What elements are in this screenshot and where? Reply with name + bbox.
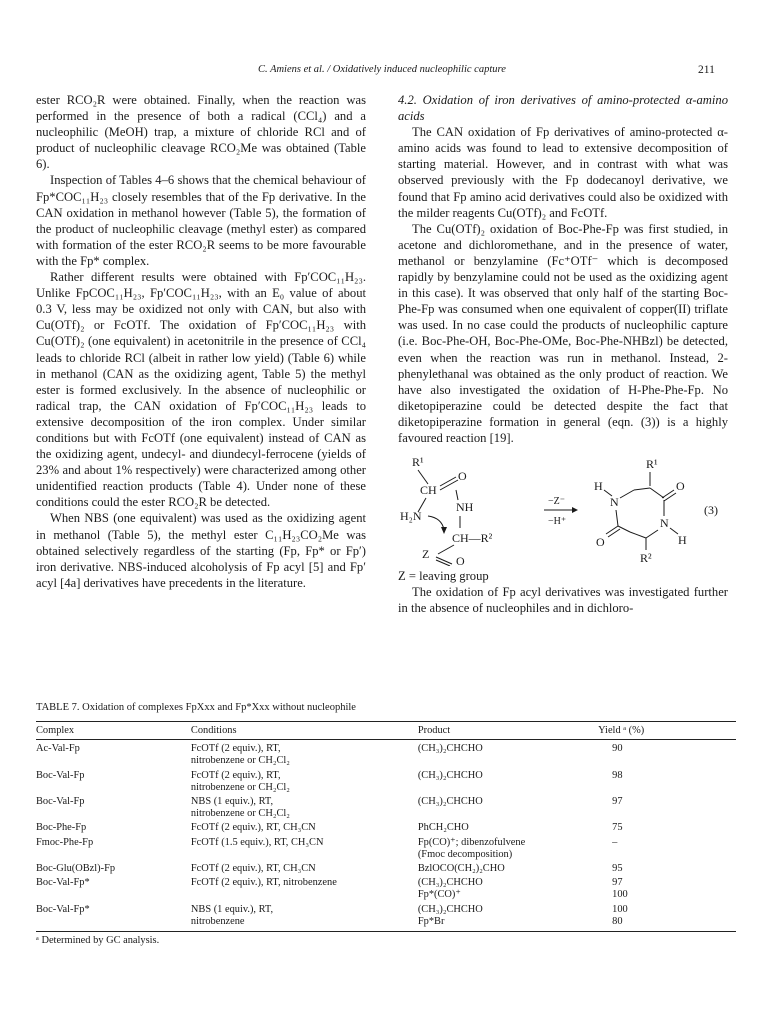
cell-conditions bbox=[191, 769, 418, 795]
cell-yield bbox=[598, 836, 736, 862]
equation-number: (3) bbox=[704, 503, 718, 518]
paragraph: Inspection of Tables 4–6 shows that the chemical behaviour of Fp*COC₁₁H₂₃ closely resembles that of the Fp derivative. In the CAN oxidation in methanol however (Table 5), the formation of the product of nucleophilic cleavage (methyl ester) as compared with formation of the ester RCO₂R seems to be more favourable with the Fp* complex. bbox=[36, 173, 366, 268]
cell-yield bbox=[598, 862, 736, 876]
column-header: Complex bbox=[36, 722, 191, 740]
cell-conditions bbox=[191, 836, 418, 862]
bond bbox=[436, 560, 450, 566]
cell-yield bbox=[598, 903, 736, 932]
cell-yield-line: 80 bbox=[612, 915, 623, 927]
cell-conditions-line: FcOTf (2 equiv.), RT, bbox=[190, 743, 281, 755]
cell-product bbox=[418, 740, 598, 769]
r2-label: R² bbox=[640, 551, 652, 566]
cell-conditions-line: FcOTf (1.5 equiv.), RT, CH₃CN bbox=[190, 836, 324, 848]
nh-label: NH bbox=[456, 500, 474, 515]
cell-product-line: Fp*(CO)⁺ bbox=[417, 889, 461, 901]
cell-product bbox=[418, 862, 598, 876]
bond bbox=[438, 545, 454, 554]
table-row bbox=[36, 903, 736, 932]
cell-yield-line: – bbox=[612, 836, 618, 848]
column-header: Yield ᵃ (%) bbox=[598, 722, 736, 740]
cell-yield-line: 100 bbox=[612, 889, 628, 901]
cell-conditions-line: FcOTf (2 equiv.), RT, nitrobenzene bbox=[190, 877, 337, 889]
cell-product-line: Fp(CO)⁺; dibenzofulvene bbox=[417, 836, 526, 848]
bond bbox=[456, 490, 458, 500]
cell-conditions bbox=[191, 795, 418, 821]
cell-complex-line: Boc-Val-Fp bbox=[36, 796, 85, 808]
cell-conditions bbox=[191, 821, 418, 835]
cell-product-line: (CH₃)₂CHCHO bbox=[417, 743, 483, 755]
cell-complex bbox=[36, 862, 191, 876]
cell-product-line: Fp*Br bbox=[417, 915, 445, 927]
cell-conditions bbox=[191, 903, 418, 932]
bond bbox=[646, 530, 658, 538]
bond bbox=[616, 510, 618, 526]
cell-product bbox=[418, 795, 598, 821]
cell-product-line: (CH₃)₂CHCHO bbox=[417, 796, 483, 808]
cell-yield bbox=[598, 821, 736, 835]
page-number: 211 bbox=[698, 64, 715, 76]
cell-product-line: (CH₃)₂CHCHO bbox=[417, 903, 483, 915]
h-label: H bbox=[594, 479, 603, 494]
bond bbox=[670, 528, 678, 534]
reaction-scheme-drawing bbox=[398, 454, 728, 566]
h-label: H bbox=[678, 533, 687, 548]
paragraph: ester RCO₂R were obtained. Finally, when the reaction was performed in the presence of both a radical (CCl₄) and a nucleophilic (MeOH) trap, a mixture of chloride RCl and of product of nucleophilic cleavage RCO₂Me was obtained (Table 6). bbox=[36, 93, 366, 172]
bond bbox=[440, 477, 456, 486]
cell-product-line: (CH₃)₂CHCHO bbox=[417, 769, 483, 781]
table-caption-text: Oxidation of complexes FpXxx and Fp*Xxx without nucleophile bbox=[82, 702, 356, 713]
cell-yield-line: 97 bbox=[612, 796, 623, 808]
cell-product-line: PhCH₂CHO bbox=[417, 822, 469, 834]
cell-yield-line: 75 bbox=[612, 822, 623, 834]
paragraph: The CAN oxidation of Fp derivatives of amino-protected α-amino acids was found to lead to extensive decomposition of starting material. However, and in contrast with what was observed previously with the Fp dodecanoyl derivative, we found that Fp amino acid derivatives could also be oxidized with the milder reagents Cu(OTf)₂ and FcOTf. bbox=[398, 125, 728, 220]
table-label: TABLE 7. bbox=[36, 702, 80, 713]
section-heading: 4.2. Oxidation of iron derivatives of amino-protected α-amino acids bbox=[398, 93, 728, 124]
ch-r2-label: CH—R² bbox=[452, 531, 493, 546]
z-label: Z bbox=[422, 547, 430, 562]
cell-conditions bbox=[191, 862, 418, 876]
cell-yield-line: 97 bbox=[612, 877, 623, 889]
cell-product bbox=[418, 876, 598, 902]
cell-complex bbox=[36, 836, 191, 862]
cell-complex bbox=[36, 740, 191, 769]
cell-product-line: (Fmoc decomposition) bbox=[417, 848, 513, 860]
cell-complex-line: Boc-Val-Fp* bbox=[36, 877, 90, 889]
table-row bbox=[36, 740, 736, 769]
z-definition: Z = leaving group bbox=[398, 569, 489, 584]
column-header: Conditions bbox=[191, 722, 418, 740]
cell-conditions-line: nitrobenzene or CH₂Cl₂ bbox=[190, 755, 290, 767]
bond bbox=[606, 526, 618, 534]
table-row bbox=[36, 795, 736, 821]
cell-product-line: (CH₃)₂CHCHO bbox=[417, 877, 483, 889]
cell-complex bbox=[36, 821, 191, 835]
reaction-scheme bbox=[398, 454, 728, 566]
cell-conditions bbox=[191, 876, 418, 902]
bond bbox=[650, 488, 664, 498]
cell-yield-line: 95 bbox=[612, 863, 623, 875]
cell-complex-line: Boc-Val-Fp bbox=[36, 769, 85, 781]
table-body bbox=[36, 740, 736, 932]
o-label: O bbox=[596, 535, 605, 550]
bond bbox=[634, 488, 650, 490]
cell-yield-line: 90 bbox=[612, 743, 623, 755]
cell-complex-line: Boc-Glu(OBzl)-Fp bbox=[36, 863, 116, 875]
paragraph: The oxidation of Fp acyl derivatives was investigated further in the absence of nucleophiles and in dichloro- bbox=[398, 585, 728, 616]
cell-conditions-line: FcOTf (2 equiv.), RT, CH₃CN bbox=[190, 822, 316, 834]
bond bbox=[418, 470, 428, 484]
bond bbox=[664, 493, 676, 501]
cell-product bbox=[418, 903, 598, 932]
cell-complex-line: Ac-Val-Fp bbox=[36, 743, 80, 755]
right-column bbox=[398, 92, 728, 616]
bond bbox=[608, 529, 620, 537]
cell-yield-line: 100 bbox=[612, 903, 628, 915]
arrow-head bbox=[572, 507, 578, 513]
r1-label: R¹ bbox=[412, 455, 424, 470]
o-label: O bbox=[456, 554, 465, 567]
cell-conditions-line: nitrobenzene or CH₂Cl₂ bbox=[190, 808, 290, 820]
left-column bbox=[36, 92, 366, 591]
cell-complex bbox=[36, 795, 191, 821]
paragraph: Rather different results were obtained with Fp′COC₁₁H₂₃. Unlike FpCOC₁₁H₂₃, Fp′COC₁₁H₂₃, with an E₀ value of about 0.3 V, less may be oxidized not only with CAN, but also with Cu(OTf)₂ or FcOTf. The oxidation of Fp′COC₁₁H₂₃ with Cu(OTf)₂ (one equivalent) in acetonitrile in the presence of CCl₄ leads to chloride RCl (albeit in rather low yield) (Table 6) while in methanol (CAN as the oxidizing agent, Table 5) the methyl ester is formed exclusively. In the absence of nucleophilic or radical trap, the CAN oxidation of Fp′COC₁₁H₂₃ leads to extensive decomposition of the iron complex. Under similar conditions but with FcOTf (one equivalent) instead of CAN as the oxidizing agent, undecyl- and diundecyl-ferrocene (yields of 23% and about 1% respectively) were characterized among other unidentified reaction products (Table 4). Under none of these conditions could the ester RCO₂R be detected. bbox=[36, 270, 366, 510]
cell-yield bbox=[598, 876, 736, 902]
r1-label: R¹ bbox=[646, 457, 658, 472]
table-row bbox=[36, 876, 736, 902]
cell-yield bbox=[598, 795, 736, 821]
table-caption bbox=[36, 702, 736, 713]
cell-conditions-line: NBS (1 equiv.), RT, bbox=[190, 903, 274, 915]
cell-product bbox=[418, 821, 598, 835]
cell-complex-line: Fmoc-Phe-Fp bbox=[36, 836, 94, 848]
cell-conditions-line: nitrobenzene or CH₂Cl₂ bbox=[190, 781, 290, 793]
cell-yield bbox=[598, 740, 736, 769]
column-header: Product bbox=[418, 722, 598, 740]
cell-complex-line: Boc-Phe-Fp bbox=[36, 822, 87, 834]
arrow-top-label: −Z⁻ bbox=[548, 496, 566, 508]
n-label: N bbox=[610, 495, 619, 510]
table-footnote: ᵃ Determined by GC analysis. bbox=[36, 935, 160, 946]
ch-label: CH bbox=[420, 483, 437, 498]
paragraph: The Cu(OTf)₂ oxidation of Boc-Phe-Fp was first studied, in acetone and dichloromethane, and in the presence of water, methanol or benzylamine (Fc⁺OTf⁻ which is decomposed rapidly by benzylamine could not be used as the oxidizing agent in this case). It was observed that only half of the starting Boc-Phe-Fp was consumed when one equivalent of copper(II) triflate was used. In no case could the products of nucleophilic capture (i.e. Boc-Phe-OH, Boc-Phe-OMe, Boc-Phe-NHBzl) be detected, even when the reaction was run in methanol. Instead, 2-phenylethanal was obtained as the only product of reaction. We have also investigated the oxidation of H-Phe-Phe-Fp. No diketopiperazine could be detected despite the fact that diketopiperazine formation in general (eqn. (3)) is a highly favoured reaction [19]. bbox=[398, 221, 728, 445]
cell-complex-line: Boc-Val-Fp* bbox=[36, 903, 90, 915]
h2n-label: H₂N bbox=[400, 509, 422, 524]
arrow-bottom-label: −H⁺ bbox=[548, 516, 567, 528]
table-row bbox=[36, 862, 736, 876]
cell-yield bbox=[598, 769, 736, 795]
bond bbox=[620, 490, 634, 498]
o-label: O bbox=[458, 469, 467, 484]
cell-product bbox=[418, 769, 598, 795]
cell-complex bbox=[36, 903, 191, 932]
arrow-head bbox=[441, 527, 447, 534]
table-row bbox=[36, 769, 736, 795]
bond bbox=[662, 490, 674, 498]
cell-conditions bbox=[191, 740, 418, 769]
running-title: C. Amiens et al. / Oxidatively induced nucleophilic capture bbox=[258, 64, 506, 75]
cell-complex bbox=[36, 876, 191, 902]
table-row bbox=[36, 836, 736, 862]
cell-product-line: BzlOCO(CH₂)₂CHO bbox=[417, 863, 505, 875]
table-header-row bbox=[36, 722, 736, 740]
cell-conditions-line: NBS (1 equiv.), RT, bbox=[190, 796, 274, 808]
cell-conditions-line: nitrobenzene bbox=[190, 915, 245, 927]
page-header bbox=[0, 64, 772, 80]
bond bbox=[630, 532, 646, 538]
paragraph: When NBS (one equivalent) was used as the oxidizing agent in methanol (Table 5), the methyl ester C₁₁H₂₃CO₂Me was obtained selectively regardless of the starting (Fp, Fp* or Fp′) iron derivative. NBS-induced alcoholysis of Fp acyl [5] and Fp′ acyl [4a] derivatives have precedents in the literature. bbox=[36, 511, 366, 590]
cell-yield-line: 98 bbox=[612, 769, 623, 781]
o-label: O bbox=[676, 479, 685, 494]
table-7 bbox=[36, 702, 736, 932]
cell-complex bbox=[36, 769, 191, 795]
data-table bbox=[36, 721, 736, 932]
cell-product bbox=[418, 836, 598, 862]
cell-conditions-line: FcOTf (2 equiv.), RT, bbox=[190, 769, 281, 781]
n-label: N bbox=[660, 516, 669, 531]
cell-conditions-line: FcOTf (2 equiv.), RT, CH₃CN bbox=[190, 863, 316, 875]
table-row bbox=[36, 821, 736, 835]
